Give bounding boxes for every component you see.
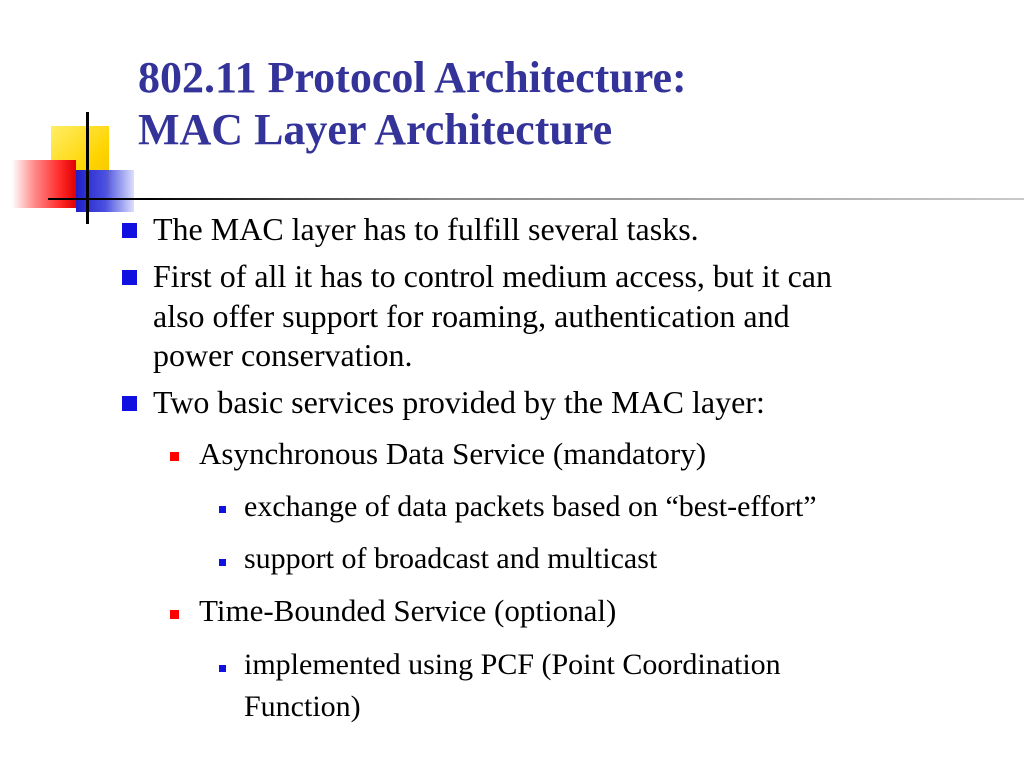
bullet-square-icon xyxy=(219,665,226,672)
bullet-text: support of broadcast and multicast xyxy=(244,542,658,575)
bullet-text-line: also offer support for roaming, authentication and xyxy=(153,298,790,334)
bullet-square-icon xyxy=(170,610,179,619)
bullet-text: Two basic services provided by the MAC layer: xyxy=(153,384,765,420)
bullet-square-icon xyxy=(122,396,137,411)
bullet-text-line: implemented using PCF (Point Coordination xyxy=(244,648,781,681)
bullet-square-icon xyxy=(122,270,137,285)
bullet-square-icon xyxy=(219,506,226,513)
slide-title-line-2: MAC Layer Architecture xyxy=(138,105,613,154)
bullet-text-line: Function) xyxy=(244,690,361,723)
bullet-square-icon xyxy=(122,223,137,238)
bullet-text: Asynchronous Data Service (mandatory) xyxy=(199,436,707,471)
bullet-text: Time-Bounded Service (optional) xyxy=(199,593,617,628)
bullet-text-line: power conservation. xyxy=(153,337,413,373)
bullet-text-line: First of all it has to control medium access, but it can xyxy=(153,258,832,294)
bullet-text: exchange of data packets based on “best-effort” xyxy=(244,490,817,523)
slide-title-line-1: 802.11 Protocol Architecture: xyxy=(138,53,687,102)
bullet-text: The MAC layer has to fulfill several tasks. xyxy=(153,211,699,247)
bullet-square-icon xyxy=(170,452,179,461)
bullet-square-icon xyxy=(219,559,226,566)
